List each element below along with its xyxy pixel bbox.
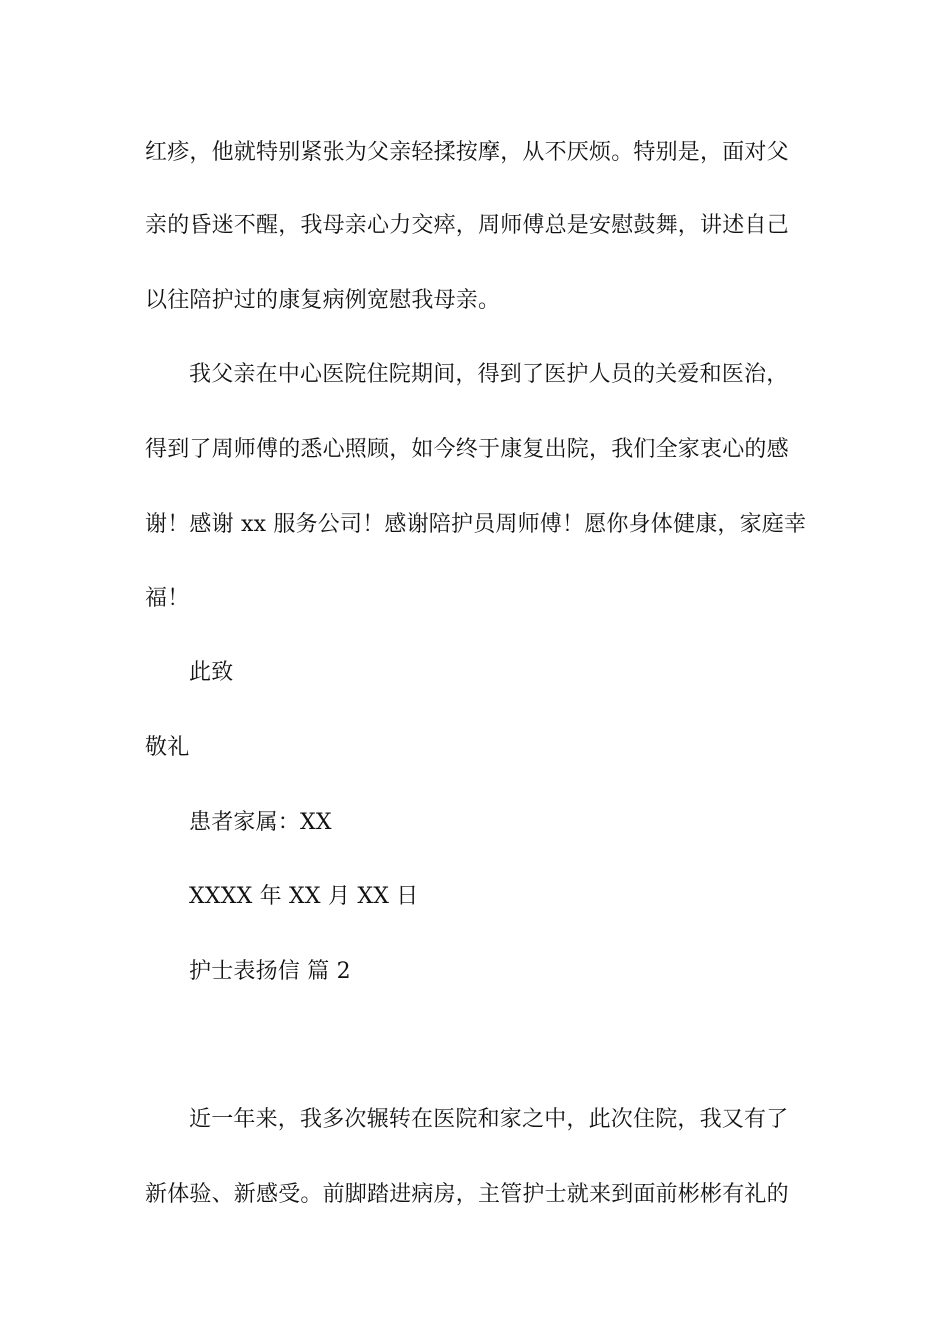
signature-line: 患者家属：XX [189,810,332,835]
text-line: 亲的昏迷不醒，我母亲心力交瘁，周师傅总是安慰鼓舞，讲述自己 [145,213,789,238]
text-line: 以往陪护过的康复病例宽慰我母亲。 [145,288,501,313]
section-heading: 护士表扬信 篇 2 [189,959,351,984]
text-line: 红疹，他就特别紧张为父亲轻揉按摩，从不厌烦。特别是，面对父 [145,140,789,165]
closing-phrase: 此致 [189,660,234,685]
text-line: 福！ [145,586,190,611]
text-line: 新体验、新感受。前脚踏进病房，主管护士就来到面前彬彬有礼的 [145,1182,789,1207]
salutation: 敬礼 [145,735,190,760]
text-line: 我父亲在中心医院住院期间，得到了医护人员的关爱和医治， [189,362,789,387]
date-line: XXXX 年 XX 月 XX 日 [189,884,419,909]
text-line: 谢！感谢 xx 服务公司！感谢陪护员周师傅！愿你身体健康，家庭幸 [145,512,807,537]
text-line: 得到了周师傅的悉心照顾，如今终于康复出院，我们全家衷心的感 [145,437,789,462]
text-line: 近一年来，我多次辗转在医院和家之中，此次住院，我又有了 [189,1107,789,1132]
